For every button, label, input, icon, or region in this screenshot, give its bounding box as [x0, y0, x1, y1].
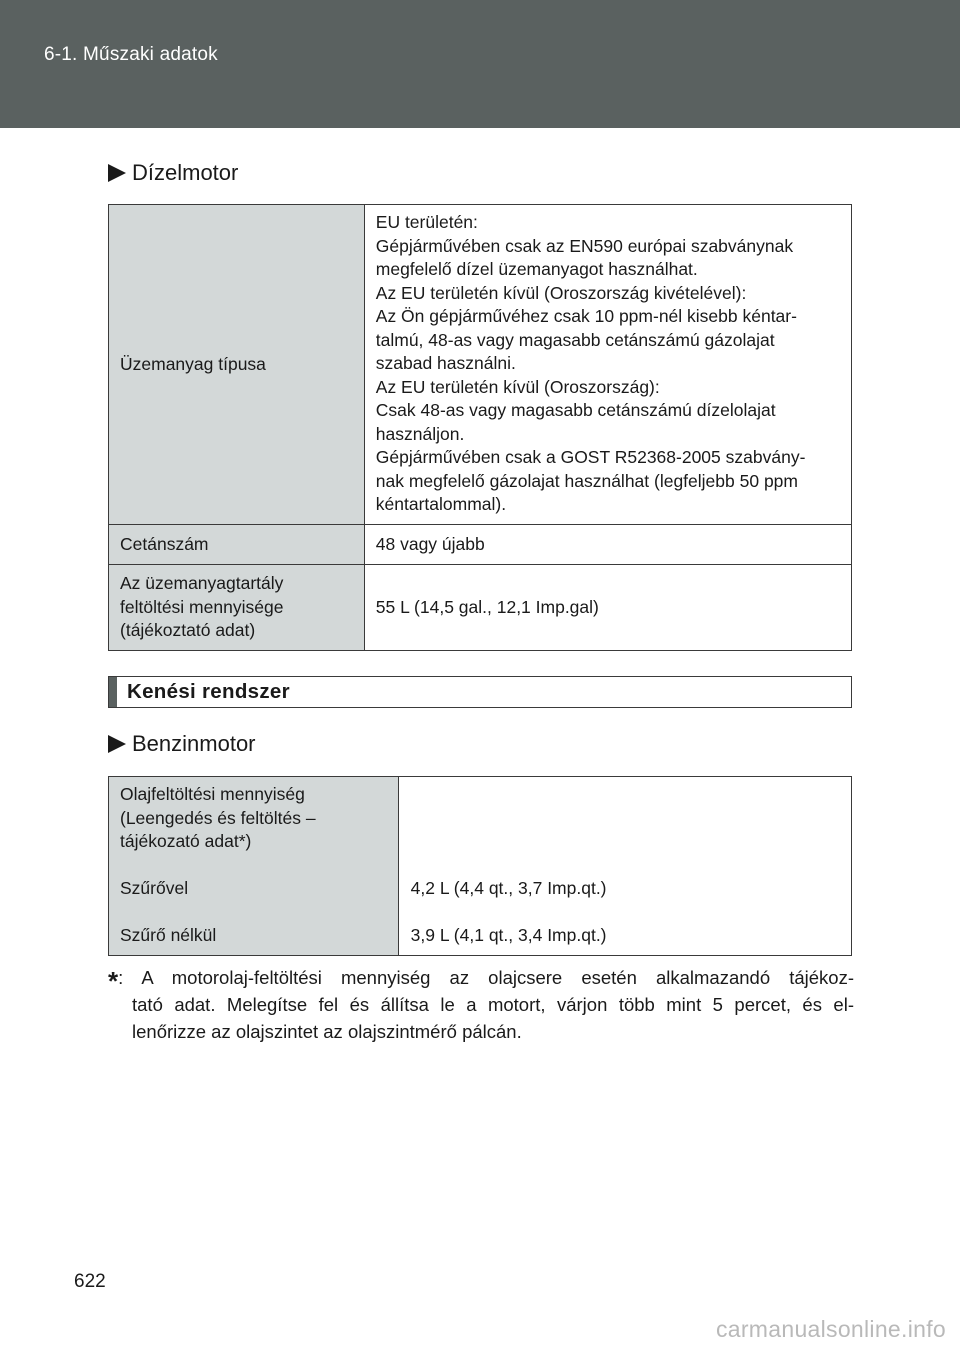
without-filter-label: Szűrő nélkül: [120, 925, 217, 945]
lubrication-title: Kenési rendszer: [127, 680, 290, 703]
oil-capacity-table: [108, 776, 852, 956]
title-bar-marker: [109, 677, 117, 707]
petrol-heading-text: Benzinmotor: [132, 731, 256, 756]
without-filter-value: 3,9 L (4,1 qt., 3,4 Imp.qt.): [410, 925, 607, 945]
cetane-value: 48 vagy újabb: [364, 524, 851, 565]
cetane-label: Cetánszám: [109, 524, 365, 565]
fuel-type-label: Üzemanyag típusa: [109, 205, 365, 525]
diesel-heading-text: Dízelmotor: [132, 160, 239, 185]
table-row: [109, 777, 852, 956]
with-filter-label: Szűrővel: [120, 878, 189, 898]
watermark: carmanualsonline.info: [715, 1316, 946, 1342]
tank-capacity-label: Az üzemanyagtartály feltöltési mennyisége (tájékoztató adat): [109, 565, 365, 651]
oil-capacity-label: Olajfeltöltési mennyiség (Leengedés és feltöltés – tájékozató adat*) Szűrővel Szűrő nélkül: [109, 777, 399, 956]
petrol-heading: [108, 731, 256, 757]
footnote-line-1: *: A motorolaj-feltöltési mennyiség az olajcsere esetén alkalmazandó tájékoz-: [108, 966, 854, 996]
diesel-heading: [108, 160, 238, 186]
table-row: [109, 565, 852, 651]
triangle-bullet-icon: [108, 164, 126, 182]
diesel-spec-table: [108, 204, 852, 651]
table-row: [109, 524, 852, 565]
header-band: [0, 0, 960, 128]
with-filter-value: 4,2 L (4,4 qt., 3,7 Imp.qt.): [410, 878, 607, 898]
triangle-bullet-icon: [108, 735, 126, 753]
tank-capacity-value: 55 L (14,5 gal., 12,1 Imp.gal): [364, 565, 851, 651]
footnote-marker: *: [108, 966, 119, 996]
lubrication-title-bar: [108, 676, 852, 708]
oil-capacity-values: [398, 777, 851, 956]
footnote: [108, 962, 854, 1045]
section-header-title: 6-1. Műszaki adatok: [44, 44, 218, 65]
footnote-line-3: lenőrizze az olajszintet az olajszintmérő pálcán.: [132, 1021, 522, 1042]
fuel-type-value: EU területén: Gépjárművében csak az EN590 európai szabványnak megfelelő dízel üzemanyagot használhat. Az EU területén kívül (Oroszország kivételével): Az Ön gépjárművéhez csak 10 ppm-nél kisebb kéntar- talmú, 48-as vagy magasabb cetánszámú gázolajat szabad használni. Az EU területén kívül (Oroszország): Csak 48-as vagy magasabb cetánszámú dízelolajat használjon. Gépjárművében csak a GOST R52368-2005 szabvány- nak megfelelő gázolajat használhat (legfeljebb 50 ppm kéntartalommal).: [364, 205, 851, 525]
page-number: 622: [74, 1271, 106, 1292]
footnote-line-2: tató adat. Melegítse fel és állítsa le a motort, várjon több mint 5 percet, és el-: [132, 994, 854, 1015]
table-row: [109, 205, 852, 525]
